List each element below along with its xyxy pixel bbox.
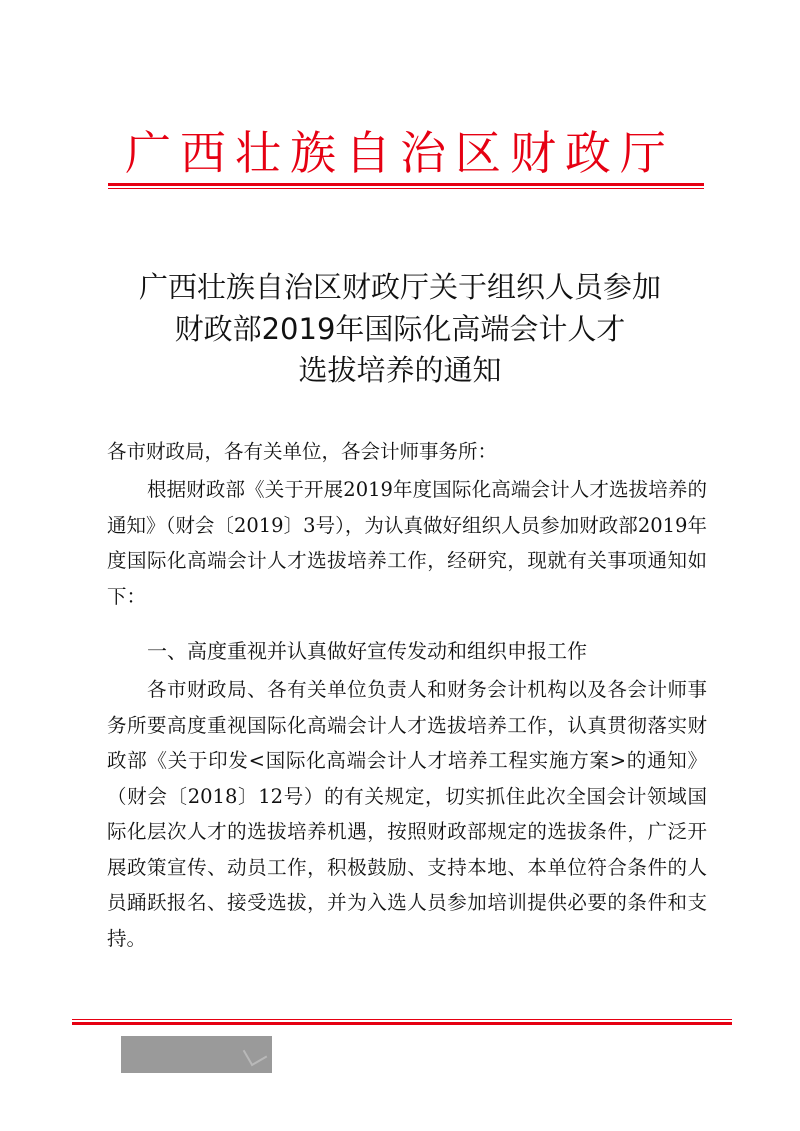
stamp-mark-icon	[243, 1042, 268, 1067]
document-title-line-1: 广西壮族自治区财政厅关于组织人员参加	[138, 270, 661, 304]
redaction-stamp	[121, 1036, 272, 1073]
footer-rule-thin	[72, 1019, 732, 1020]
issuer-header: 广西壮族自治区财政厅	[125, 126, 675, 180]
header-rule-thick	[108, 183, 704, 186]
section-1-heading: 一、高度重视并认真做好宣传发动和组织申报工作	[147, 639, 587, 663]
document-title-line-3: 选拔培养的通知	[298, 353, 502, 387]
document-title-line-2: 财政部2019年国际化高端会计人才	[174, 312, 626, 346]
section-1-paragraph: 各市财政局、各有关单位负责人和财务会计机构以及各会计师事务所要高度重视国际化高端会计人才选拔培养工作，认真贯彻落实财政部《关于印发<国际化高端会计人才培养工程实施方案>的通知》（财会〔2018〕12号）的有关规定，切实抓住此次全国会计领域国际化层次人才的选拔培养机遇，按照财政部规定的选拔条件，广泛开展政策宣传、动员工作，积极鼓励、支持本地、本单位符合条件的人员踊跃报名、接受选拔，并为入选人员参加培训提供必要的条件和支持。	[107, 678, 707, 950]
salutation: 各市财政局，各有关单位，各会计师事务所：	[107, 440, 498, 463]
header-rule-thin	[108, 188, 704, 189]
footer-rule-thick	[72, 1022, 732, 1025]
intro-paragraph: 根据财政部《关于开展2019年度国际化高端会计人才选拔培养的通知》（财会〔2019〕3号），为认真做好组织人员参加财政部2019年度国际化高端会计人才选拔培养工作，经研究，现就有关事项通知如下：	[107, 478, 707, 608]
